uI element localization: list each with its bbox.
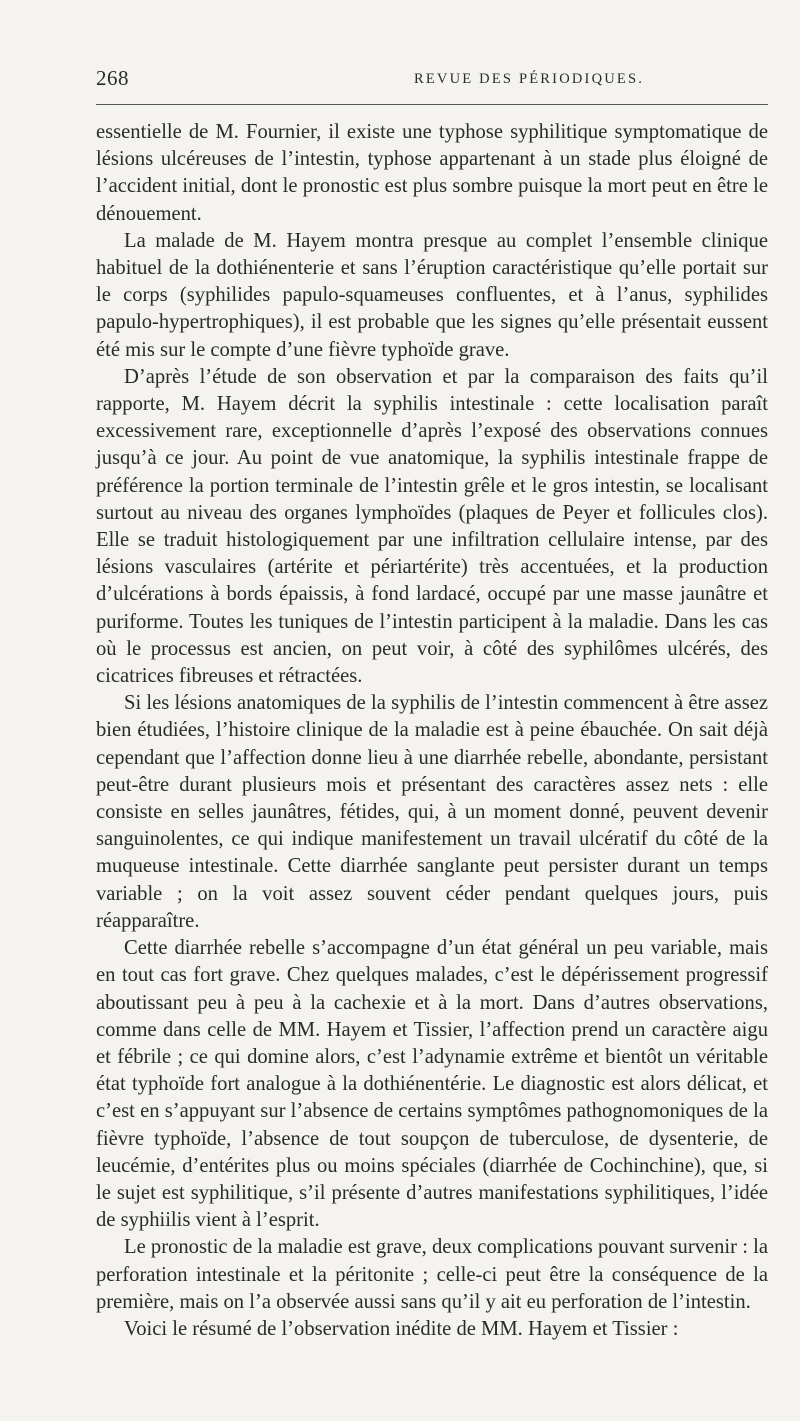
paragraph: Si les lésions anatomiques de la syphilis de l’intestin commencent à être assez bien étudiées, l’histoire clinique de la maladie est à peine ébauchée. On sait déjà cependant que l’affection donne lieu à une diarrhée rebelle, abondante, persistant peut-être durant plusieurs mois et présentant des caractères assez nets : elle consiste en selles jaunâtres, fétides, qui, à un moment donné, peuvent devenir sanguinolentes, ce qui indique manifestement un travail ulcératif du côté de la muqueuse intestinale. Cette diarrhée sanglante peut persister durant un temps variable ; on la voit assez souvent céder pendant quelques jours, puis réapparaître. [96, 692, 768, 932]
running-title: REVUE DES PÉRIODIQUES. [414, 71, 645, 87]
paragraph: Voici le résumé de l’observation inédite de MM. Hayem et Tissier : [124, 1317, 679, 1340]
page-number: 268 [96, 66, 129, 90]
header-divider [96, 104, 768, 105]
body-text [96, 119, 768, 1343]
paragraph: Le pronostic de la maladie est grave, deux complications pouvant survenir : la perforation intestinale et la péritonite ; celle-ci peut être la conséquence de la première, mais on l’a observée aussi sans qu’il y ait eu perforation de l’intestin. [96, 1236, 768, 1313]
paragraph: Cette diarrhée rebelle s’accompagne d’un état général un peu variable, mais en tout cas fort grave. Chez quelques malades, c’est le dépérissement progressif aboutissant peu à peu à la cachexie et à la mort. Dans d’autres observations, comme dans celle de MM. Hayem et Tissier, l’affection prend un caractère aigu et fébrile ; ce qui domine alors, c’est l’adynamie extrême et bientôt un véritable état typhoïde fort analogue à la dothiénentérie. Le diagnostic est alors délicat, et c’est en s’appuyant sur l’absence de certains symptômes pathognomoniques de la fièvre typhoïde, l’absence de tout soupçon de tuberculose, de dysenterie, de leucémie, d’entérites plus ou moins spéciales (diarrhée de Cochinchine), que, si le sujet est syphilitique, s’il présente d’autres manifestations syphilitiques, l’idée de syphiilis vient à l’esprit. [96, 937, 768, 1232]
paragraph: La malade de M. Hayem montra presque au complet l’ensemble clinique habituel de la dothiénenterie et sans l’éruption caractéristique qu’elle portait sur le corps (syphilides papulo-squameuses confluentes, et à l’anus, syphilides papulo-hypertrophiques), il est probable que les signes qu’elle présentait eussent été mis sur le compte d’une fièvre typhoïde grave. [96, 229, 768, 361]
paragraph: D’après l’étude de son observation et par la comparaison des faits qu’il rapporte, M. Hayem décrit la syphilis intestinale : cette localisation paraît excessivement rare, exceptionnelle d’après l’exposé des observations connues jusqu’à ce jour. Au point de vue anatomique, la syphilis intestinale frappe de préférence la portion terminale de l’intestin grêle et le gros intestin, se localisant surtout au niveau des organes lymphoïdes (plaques de Peyer et follicules clos). Elle se traduit histologiquement par une infiltration cellulaire intense, par des lésions vasculaires (artérite et périartérite) très accentuées, et la production d’ulcérations à bords épaissis, à fond lardacé, occupé par une masse jaunâtre et puriforme. Toutes les tuniques de l’intestin participent à la maladie. Dans les cas où le processus est ancien, on peut voir, à côté des syphilômes ulcérés, des cicatrices fibreuses et rétractées. [96, 365, 768, 688]
page-header [96, 66, 766, 96]
paragraph-continuation: essentielle de M. Fournier, il existe une typhose syphilitique symptomatique de lésions ulcéreuses de l’intestin, typhose appartenant à un stade plus éloigné de l’accident initial, dont le pronostic est plus sombre puisque la mort peut en être le dénouement. [96, 121, 768, 225]
